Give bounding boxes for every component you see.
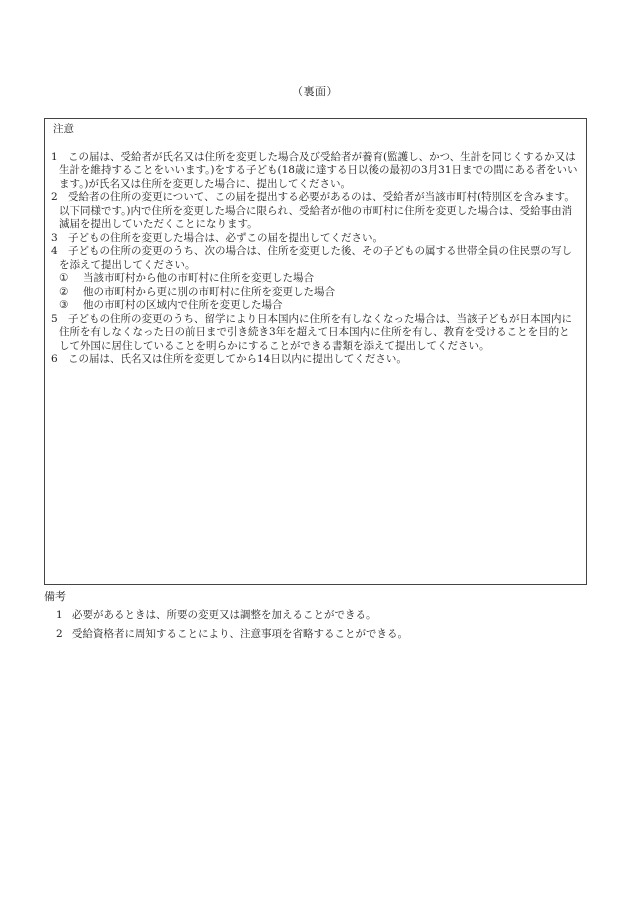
note-text: 子どもの住所の変更のうち、留学により日本国内に住所を有しなくなった場合は、当該子どもが日本国内に住所を有しなくなった日の前日まで引き続き3年を超えて日本国内に住所を有し、教育を受けることを目的として外国に居住していることを明らかにすることができる書類を添えて提出してください。 xyxy=(59,312,572,352)
notes-box xyxy=(44,118,587,585)
subitem-text: 他の市町村の区域内で住所を変更した場合 xyxy=(83,299,283,311)
remark-text: 受給資格者に周知することにより、注意事項を省略することができる。 xyxy=(72,627,408,640)
remark-text: 必要があるときは、所要の変更又は調整を加えることができる。 xyxy=(72,609,377,621)
note-text: 子どもの住所の変更のうち、次の場合は、住所を変更した後、その子どもの属する世帯全員の住民票の写しを添えて提出してください。 xyxy=(59,245,572,271)
remarks-list xyxy=(56,609,586,646)
remark-number: 1 xyxy=(56,609,63,621)
page-title: （裏面） xyxy=(292,85,338,98)
note-text: 子どもの住所を変更した場合は、必ずこの届を提出してください。 xyxy=(68,231,383,244)
note-number: 3 xyxy=(51,231,58,244)
note-item-2 xyxy=(51,191,580,232)
note-item-3 xyxy=(51,232,580,246)
subitem-text: 他の市町村から更に別の市町村に住所を変更した場合 xyxy=(83,285,335,298)
note-number: 2 xyxy=(51,191,58,203)
note-number: 4 xyxy=(51,245,58,257)
subitem-marker: ② xyxy=(59,285,69,298)
notes-heading: 注意 xyxy=(53,123,74,135)
note-number: 5 xyxy=(51,312,58,325)
remark-number: 2 xyxy=(56,627,63,640)
note-item-4 xyxy=(51,245,580,272)
subitem-text: 当該市町村から他の市町村に住所を変更した場合 xyxy=(83,272,314,284)
note-number: 6 xyxy=(51,353,58,365)
note-number: 1 xyxy=(51,150,58,163)
remark-item-2 xyxy=(56,628,586,642)
note-item-1 xyxy=(51,151,580,192)
note-text: この届は、氏名又は住所を変更してから14日以内に提出してください。 xyxy=(68,353,407,365)
note-subitem-3 xyxy=(51,299,580,313)
note-subitem-2 xyxy=(51,286,580,300)
remarks-heading: 備考 xyxy=(44,590,66,603)
note-text: 受給者の住所の変更について、この届を提出する必要があるのは、受給者が当該市町村(特別区を含みます。以下同様です。)内で住所を変更した場合に限られ、受給者が他の市町村に住所を変更した場合は、受給事由消滅届を提出していただくことになります。 xyxy=(59,191,575,230)
remark-item-1 xyxy=(56,609,586,623)
note-item-6 xyxy=(51,353,580,367)
note-subitem-1 xyxy=(51,272,580,286)
note-item-5 xyxy=(51,313,580,354)
subitem-marker: ① xyxy=(59,272,69,284)
note-text: この届は、受給者が氏名又は住所を変更した場合及び受給者が養育(監護し、かつ、生計を同じくするか又は生計を維持することをいいます。)をする子ども(18歳に達する日以後の最初の3月31日までの間にある者をいいます。)が氏名又は住所を変更した場合に、提出してください。 xyxy=(59,150,578,190)
subitem-marker: ③ xyxy=(59,299,69,311)
